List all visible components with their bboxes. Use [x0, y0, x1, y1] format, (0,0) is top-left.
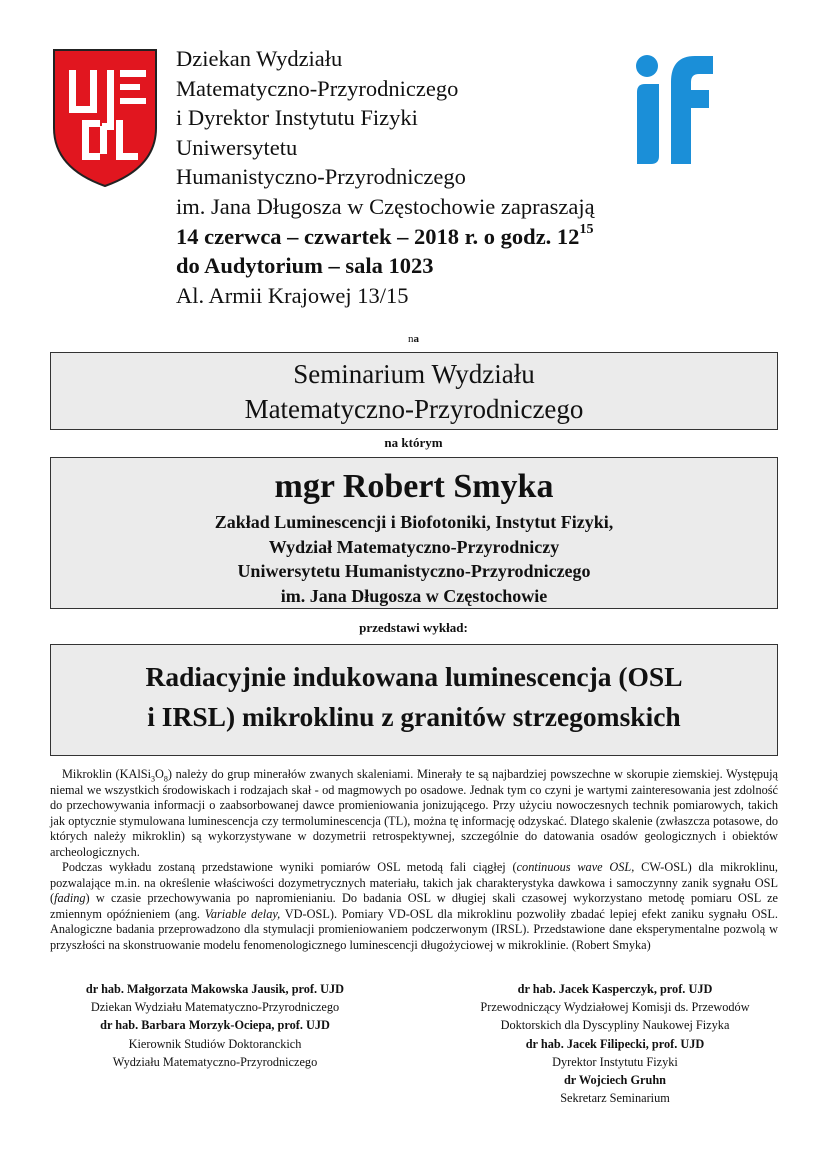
header-line: Matematyczno-Przyrodniczego — [176, 75, 459, 101]
event-date: 14 czerwca – czwartek – 2018 r. o godz. $12^{15}$ — [176, 222, 594, 249]
seminar-title-line: Seminarium Wydziału — [293, 359, 535, 389]
abstract-paragraph: Mikroklin $(KAlSi_3O_8)$ należy do grup minerałów zwanych skaleniami. Minerały te są najbardziej powszechne w skorupie ziemskiej. Występują niemal we wszystkich środowiskach i rodzajach skał - od magmowych po osadowe. Jednak tym co czyni je wartymi zainteresowania jest zdolność do przechowywania informacji o zaabsorbowanej dawce promieniowania jonizującego. Przy użyciu nowoczesnych technik pomiarowych, takich jak optycznie stymulowana luminescencja czy termoluminescencja (TL), można tę informację odzyskać. Dlatego skalenie (zwłaszcza potasowe, do których należy mikroklin) są wykorzystywane w dozymetrii retrospektywnej, szczególnie do datowania osadów geologicznych i obiektów archeologicznych. — [50, 767, 778, 859]
abstract-paragraph: Podczas wykładu zostaną przedstawione wyniki pomiarów OSL metodą fali ciągłej (continuous wave OSL, CW-OSL) dla mikroklinu, pozwalające m.in. na określenie właściwości dozymetrycznych materiału, takich jak charakterystyka dawkowa i samoczynny zanik sygnału OSL (fading) w czasie przechowywania po napromienianiu. Do badania OSL w długiej skali czasowej wykorzystano metodę pomiaru OSL ze zmiennym opóźnieniem (ang. Variable delay, VD-OSL). Pomiary VD-OSL dla mikroklinu pozwoliły zbadać lepiej efekt zaniku sygnału OSL. Analogiczne badania przeprowadzono dla stymulacji promieniowaniem podczerwonym (IRSL). Przedstawione dane eksperymentalne pozwolą w przyszłości na skonstruowanie modelu fenomenologicznego luminescencji długożyciowej w mikroklinie. (Robert Smyka) — [50, 860, 778, 953]
signatories-right — [452, 980, 778, 1107]
speaker-affiliation: im. Jana Długosza w Częstochowie — [280, 585, 548, 606]
signatory-role: Wydziału Matematyczno-Przyrodniczego — [112, 1054, 318, 1069]
signatory-role: Kierownik Studiów Doktoranckich — [128, 1036, 302, 1051]
event-time-minutes: 15 — [579, 222, 594, 238]
lecture-title-box — [50, 644, 778, 756]
lecture-title-line: i IRSL) mikroklinu z granitów strzegomskich — [147, 701, 681, 732]
signatories-left — [50, 980, 380, 1071]
event-address: Al. Armii Krajowej 13/15 — [176, 282, 409, 308]
na-label: na — [408, 333, 419, 345]
signatory-name: dr hab. Barbara Morzyk-Ociepa, prof. UJD — [100, 1018, 330, 1033]
speaker-affiliation: Wydział Matematyczno-Przyrodniczy — [268, 536, 560, 557]
na-ktorym-label: na którym — [384, 435, 443, 450]
speaker-affiliation: Uniwersytetu Humanistyczno-Przyrodniczego — [237, 561, 591, 581]
header-line: Dziekan Wydziału — [176, 46, 343, 71]
speaker-affiliation: Zakład Luminescencji i Biofotoniki, Instytut Fizyki, — [214, 512, 614, 532]
speaker-box — [50, 457, 778, 609]
seminar-box — [50, 352, 778, 430]
signatory-name: dr hab. Małgorzata Makowska Jausik, prof. UJD — [85, 982, 345, 996]
header-line: Humanistyczno-Przyrodniczego — [176, 164, 466, 190]
signatory-role: Doktorskich dla Dyscypliny Naukowej Fizyka — [500, 1018, 730, 1033]
signatory-role: Przewodniczący Wydziałowej Komisji ds. Przewodów — [480, 1000, 750, 1015]
header-line: i Dyrektor Instytutu Fizyki — [176, 105, 418, 131]
ujd-logo — [52, 48, 158, 188]
lecture-title-line: Radiacyjnie indukowana luminescencja (OSL — [145, 661, 683, 692]
event-room: do Audytorium – sala 1023 — [176, 253, 434, 279]
przedstawi-label: przedstawi wykład: — [359, 620, 468, 635]
signatory-role: Sekretarz Seminarium — [560, 1091, 670, 1106]
signatory-role: Dyrektor Instytutu Fizyki — [552, 1054, 678, 1069]
header-line: Uniwersytetu — [176, 134, 298, 160]
signatory-name: dr hab. Jacek Filipecki, prof. UJD — [525, 1036, 705, 1051]
signatory-name: dr Wojciech Gruhn — [563, 1073, 667, 1088]
header-line: im. Jana Długosza w Częstochowie zapraszają — [176, 193, 595, 219]
invitation-header — [176, 44, 716, 310]
speaker-name: mgr Robert Smyka — [274, 468, 554, 505]
signatory-role: Dziekan Wydziału Matematyczno-Przyrodniczego — [90, 1000, 340, 1015]
seminar-title-line: Matematyczno-Przyrodniczego — [244, 394, 584, 424]
signatory-name: dr hab. Jacek Kasperczyk, prof. UJD — [517, 982, 713, 996]
abstract — [50, 767, 778, 954]
